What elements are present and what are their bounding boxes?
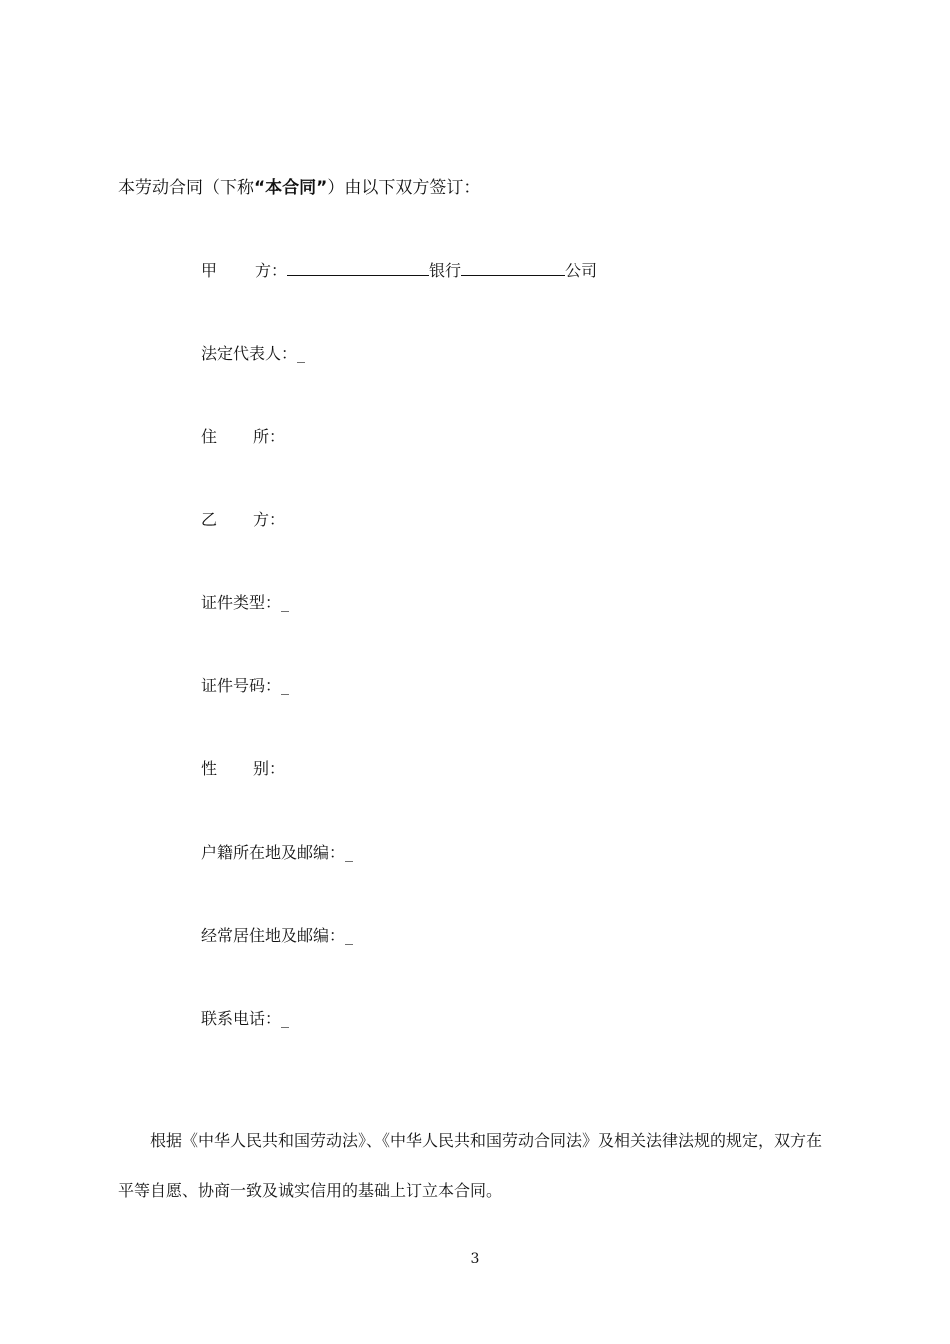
gender-label: 别： [253, 759, 286, 778]
id-type-field [201, 592, 289, 614]
legal-representative-field [201, 343, 305, 365]
page-number: 3 [470, 1251, 480, 1267]
company-word: 公司 [565, 261, 598, 280]
residence-field [201, 925, 353, 947]
party-a-label-char: 甲 [201, 261, 218, 280]
legal-representative-label: 法定代表人：_ [201, 344, 306, 363]
household-registration-label: 户籍所在地及邮编：_ [201, 843, 354, 862]
id-number-field [201, 675, 289, 697]
intro-suffix: ）由以下双方签订： [327, 178, 481, 198]
contract-term: “本合同” [254, 178, 328, 198]
body-paragraph-line-1: 根据《中华人民共和国劳动法》、《中华人民共和国劳动合同法》及相关法律法规的规定，双方在 [150, 1131, 823, 1150]
party-b-label: 方： [253, 510, 286, 529]
body-paragraph-line-2: 平等自愿、协商一致及诚实信用的基础上订立本合同。 [118, 1181, 503, 1200]
residence-label: 经常居住地及邮编：_ [201, 926, 354, 945]
address-label: 所： [253, 427, 286, 446]
party-a-name-blank[interactable] [287, 259, 429, 276]
party-b-field [201, 509, 285, 531]
address-label-char: 住 [201, 427, 218, 446]
phone-field [201, 1008, 289, 1030]
household-registration-field [201, 842, 353, 864]
address-field [201, 426, 285, 448]
branch-name-blank[interactable] [461, 259, 565, 276]
party-a-line [201, 259, 597, 282]
intro-prefix: 本劳动合同（下称 [118, 178, 254, 198]
id-number-label: 证件号码：_ [201, 676, 290, 695]
bank-word: 银行 [429, 261, 462, 280]
gender-field [201, 758, 285, 780]
party-a-label: 方： [255, 261, 288, 280]
party-b-label-char: 乙 [201, 510, 218, 529]
intro-sentence [118, 176, 480, 200]
gender-label-char: 性 [201, 759, 218, 778]
id-type-label: 证件类型：_ [201, 593, 290, 612]
phone-label: 联系电话：_ [201, 1009, 290, 1028]
